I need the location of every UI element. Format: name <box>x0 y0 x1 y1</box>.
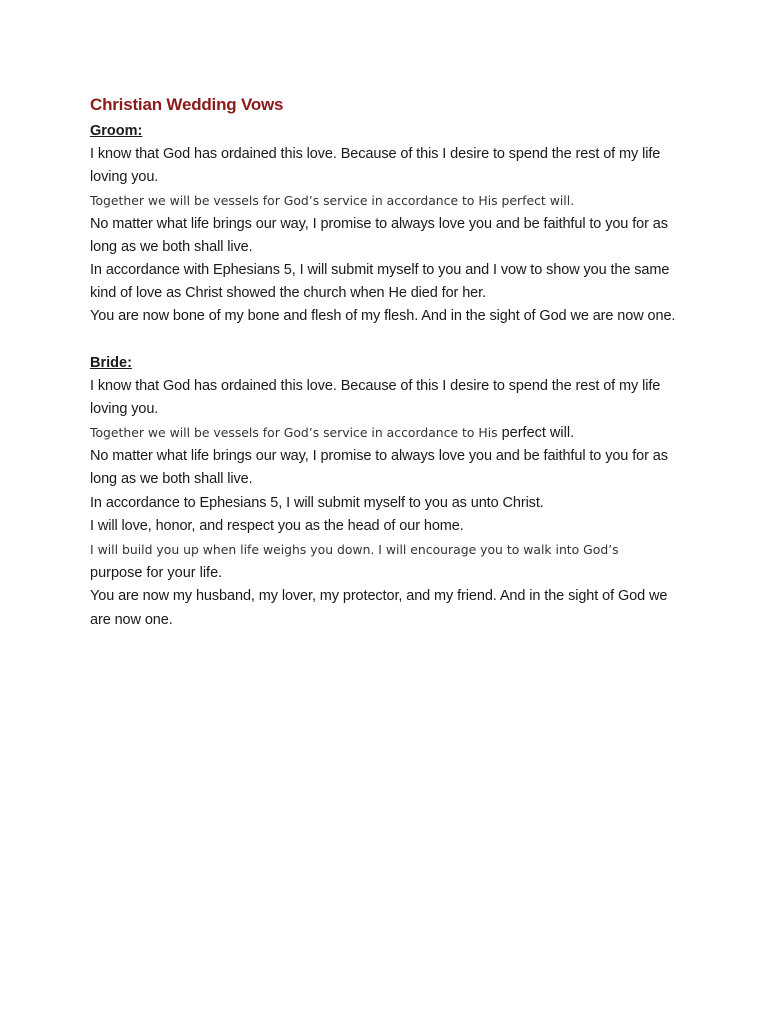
bride-vow-line-7: You are now my husband, my lover, my protector, and my friend. And in the sight of God we are now one. <box>90 588 668 628</box>
section-spacer <box>90 329 690 352</box>
bride-vow-line-6-start: I will build you up when life weighs you down. I will encourage you to walk into God’s <box>90 542 619 558</box>
bride-vow-line-2 <box>90 421 690 445</box>
groom-vow-line-3: No matter what life brings our way, I promise to always love you and be faithful to you for as long as we both shall live. <box>90 215 668 255</box>
bride-vow-line-5: I will love, honor, and respect you as the head of our home. <box>90 517 464 534</box>
bride-vow-line-1: I know that God has ordained this love. Because of this I desire to spend the rest of my life loving you. <box>90 377 661 417</box>
groom-heading: Groom: <box>90 123 143 139</box>
groom-vow-line-1: I know that God has ordained this love. Because of this I desire to spend the rest of my life loving you. <box>90 146 661 186</box>
bride-vow-line-2-end: perfect will. <box>501 425 575 442</box>
bride-vow-line-3: No matter what life brings our way, I promise to always love you and be faithful to you for as long as we both shall live. <box>90 448 668 488</box>
bride-vow-line-6-end: purpose for your life. <box>90 565 223 582</box>
document-title: Christian Wedding Vows <box>90 95 284 114</box>
bride-vow-line-2-start: Together we will be vessels for God’s service in accordance to His <box>90 425 498 441</box>
groom-vow-line-5: You are now bone of my bone and flesh of my flesh. And in the sight of God we are now one. <box>90 308 676 325</box>
bride-vow-line-4: In accordance to Ephesians 5, I will submit myself to you as unto Christ. <box>90 494 544 511</box>
bride-heading: Bride: <box>90 354 132 371</box>
bride-vow-line-6 <box>90 538 690 585</box>
document-page <box>90 92 690 632</box>
groom-vow-line-2: Together we will be vessels for God’s service in accordance to His perfect will. <box>90 193 575 209</box>
groom-vow-line-4: In accordance with Ephesians 5, I will submit myself to you and I vow to show you the same kind of love as Christ showed the church when He died for her. <box>90 262 670 302</box>
